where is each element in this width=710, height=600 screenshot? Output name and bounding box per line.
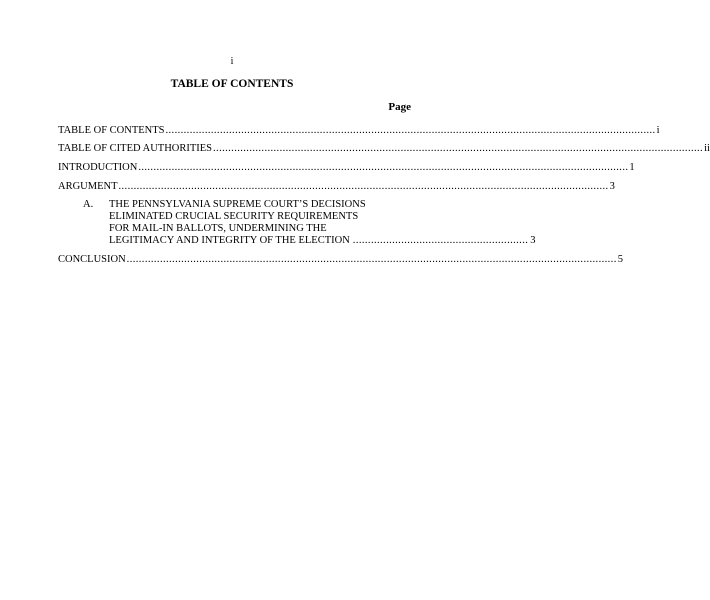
toc-entry-page: 1 (629, 162, 635, 173)
sub-entry-letter: A. (83, 199, 94, 210)
toc-entry-table-of-cited-authorities (58, 143, 710, 155)
toc-entry-label: TABLE OF CITED AUTHORITIES (58, 143, 213, 154)
sub-entry-line: THE PENNSYLVANIA SUPREME COURT’S DECISIONS (109, 199, 366, 210)
toc-entry-label: INTRODUCTION (58, 162, 138, 173)
sub-entry-line: LEGITIMACY AND INTEGRITY OF THE ELECTION (109, 235, 350, 246)
toc-entry-label: CONCLUSION (58, 254, 126, 265)
sub-entry-line: FOR MAIL-IN BALLOTS, UNDERMINING THE (109, 223, 327, 234)
toc-entry-table-of-contents (58, 125, 660, 137)
sub-entry-last-line (109, 235, 536, 247)
dot-leader: .................................................................................................................................................................. (213, 143, 704, 154)
toc-entry-introduction (58, 162, 635, 174)
dot-leader: .......................................................... (352, 235, 529, 246)
dot-leader: .................................................................................................................................................................. (165, 125, 656, 136)
toc-entry-page: ii (704, 143, 710, 154)
toc-entry-argument (58, 181, 615, 193)
page-column-label: Page (388, 101, 411, 113)
dot-leader: .................................................................................................................................................................. (118, 181, 609, 192)
page-number: i (230, 56, 234, 67)
toc-entry-label: TABLE OF CONTENTS (58, 125, 165, 136)
sub-entry-line: ELIMINATED CRUCIAL SECURITY REQUIREMENTS (109, 211, 359, 222)
dot-leader: .................................................................................................................................................................. (138, 162, 629, 173)
page-title: TABLE OF CONTENTS (170, 78, 294, 90)
dot-leader: .................................................................................................................................................................. (126, 254, 617, 265)
toc-entry-page: 3 (609, 181, 615, 192)
toc-entry-page: i (656, 125, 660, 136)
toc-entry-conclusion (58, 254, 623, 266)
toc-entry-page: 5 (617, 254, 623, 265)
toc-entry-label: ARGUMENT (58, 181, 118, 192)
toc-entry-page: 3 (530, 235, 536, 246)
